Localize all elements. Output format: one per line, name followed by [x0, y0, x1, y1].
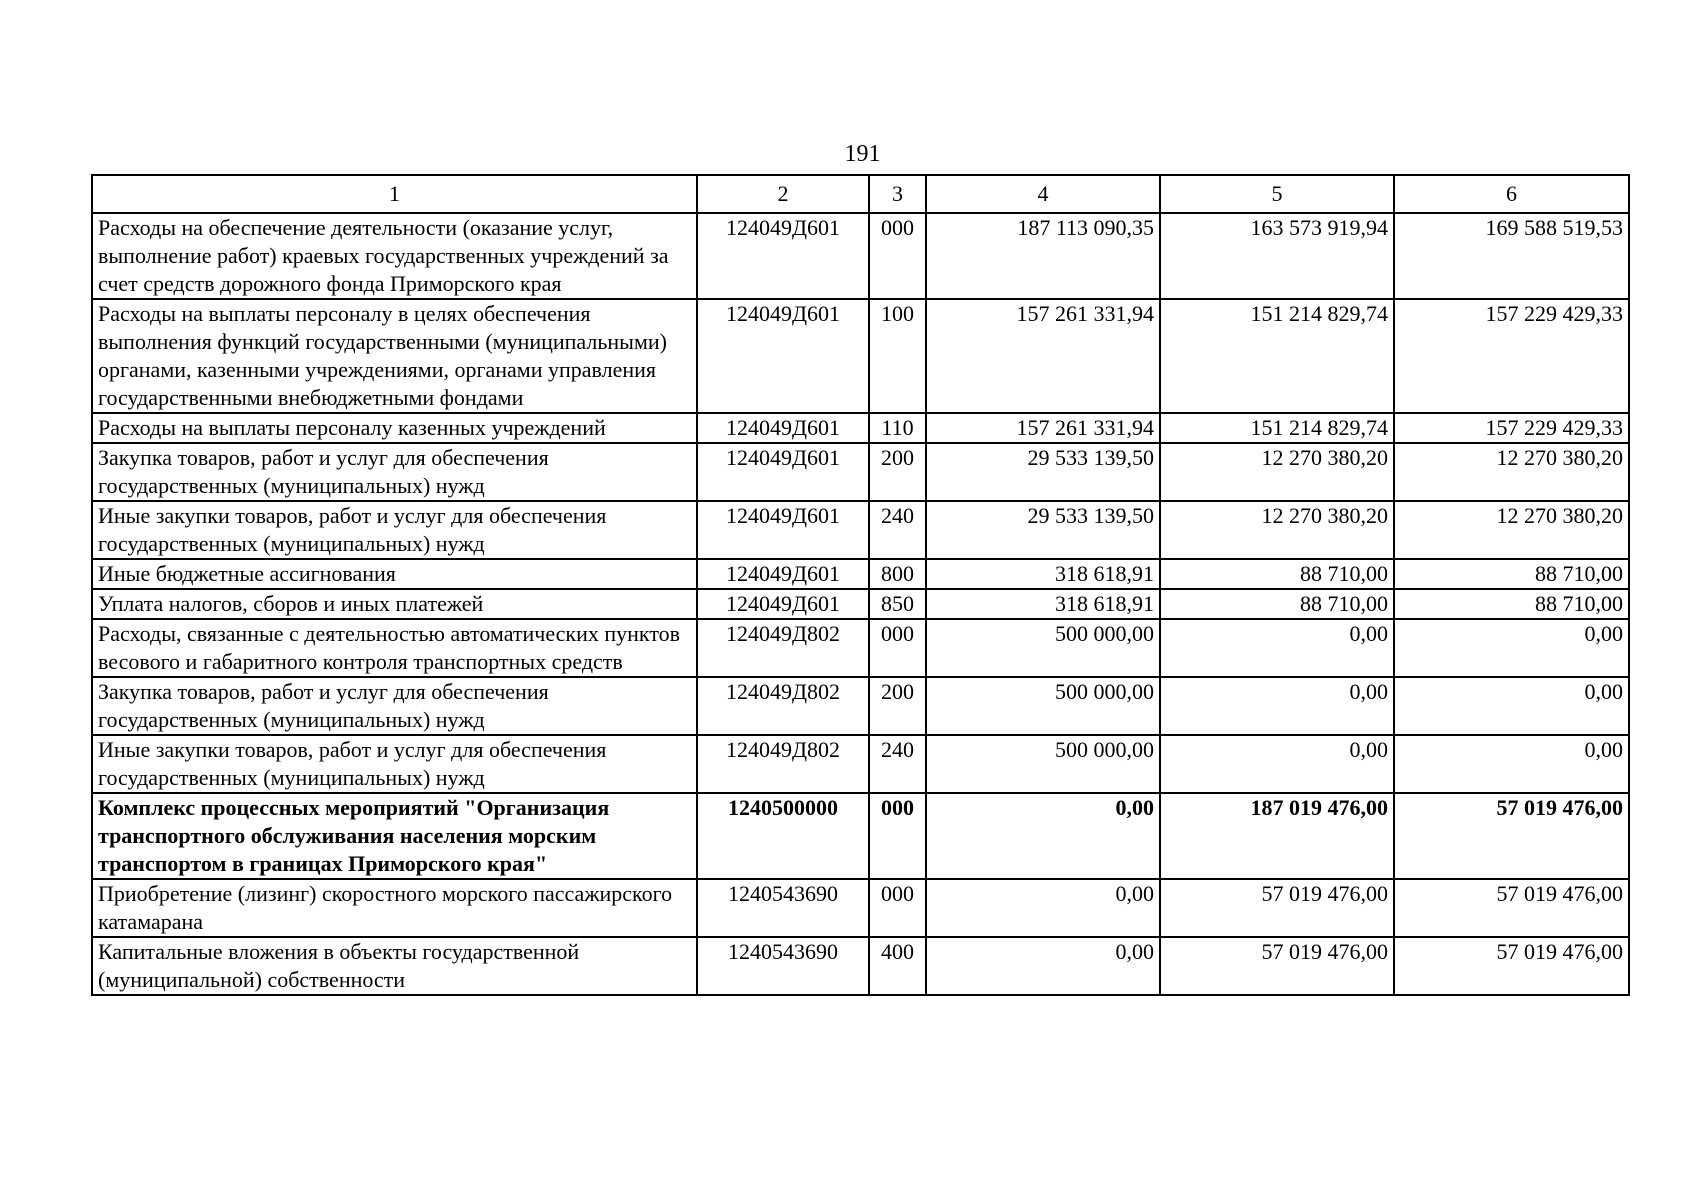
column-header: 4 — [926, 175, 1160, 213]
row-value-5: 88 710,00 — [1160, 559, 1394, 589]
row-value-5: 0,00 — [1160, 677, 1394, 735]
row-value-4: 500 000,00 — [926, 735, 1160, 793]
row-value-6: 0,00 — [1394, 619, 1629, 677]
row-code: 124049Д802 — [697, 735, 869, 793]
row-value-4: 157 261 331,94 — [926, 413, 1160, 443]
table-row — [92, 735, 1629, 793]
row-value-4: 157 261 331,94 — [926, 299, 1160, 413]
row-name: Закупка товаров, работ и услуг для обеспечения государственных (муниципальных) нужд — [92, 677, 697, 735]
row-type: 240 — [869, 501, 926, 559]
row-type: 200 — [869, 443, 926, 501]
row-name: Иные бюджетные ассигнования — [92, 559, 697, 589]
table-row-section — [92, 793, 1629, 879]
row-value-6: 0,00 — [1394, 677, 1629, 735]
row-value-5: 187 019 476,00 — [1160, 793, 1394, 879]
column-header: 5 — [1160, 175, 1394, 213]
row-code: 124049Д601 — [697, 413, 869, 443]
row-code: 1240543690 — [697, 879, 869, 937]
row-name: Закупка товаров, работ и услуг для обеспечения государственных (муниципальных) нужд — [92, 443, 697, 501]
row-type: 400 — [869, 937, 926, 995]
row-value-4: 318 618,91 — [926, 559, 1160, 589]
table-row — [92, 299, 1629, 413]
row-type: 200 — [869, 677, 926, 735]
row-value-6: 57 019 476,00 — [1394, 937, 1629, 995]
row-type: 000 — [869, 793, 926, 879]
row-value-4: 187 113 090,35 — [926, 213, 1160, 299]
row-value-6: 157 229 429,33 — [1394, 299, 1629, 413]
row-code: 124049Д601 — [697, 559, 869, 589]
row-value-6: 12 270 380,20 — [1394, 501, 1629, 559]
row-type: 850 — [869, 589, 926, 619]
row-value-4: 0,00 — [926, 879, 1160, 937]
row-code: 1240543690 — [697, 937, 869, 995]
row-value-5: 88 710,00 — [1160, 589, 1394, 619]
row-value-4: 318 618,91 — [926, 589, 1160, 619]
column-header: 2 — [697, 175, 869, 213]
row-code: 1240500000 — [697, 793, 869, 879]
table-body — [92, 213, 1629, 995]
row-value-5: 57 019 476,00 — [1160, 879, 1394, 937]
row-value-5: 163 573 919,94 — [1160, 213, 1394, 299]
table-row — [92, 213, 1629, 299]
page-number: 191 — [844, 141, 881, 167]
table-row — [92, 589, 1629, 619]
row-type: 100 — [869, 299, 926, 413]
row-value-5: 151 214 829,74 — [1160, 299, 1394, 413]
row-name: Иные закупки товаров, работ и услуг для обеспечения государственных (муниципальных) нужд — [92, 735, 697, 793]
row-name: Иные закупки товаров, работ и услуг для обеспечения государственных (муниципальных) нужд — [92, 501, 697, 559]
row-name: Приобретение (лизинг) скоростного морского пассажирского катамарана — [92, 879, 697, 937]
row-name: Комплекс процессных мероприятий "Организация транспортного обслуживания населения морским транспортом в границах Приморского края" — [92, 793, 697, 879]
row-code: 124049Д802 — [697, 677, 869, 735]
row-value-4: 0,00 — [926, 793, 1160, 879]
row-value-6: 57 019 476,00 — [1394, 793, 1629, 879]
row-value-4: 500 000,00 — [926, 619, 1160, 677]
row-name: Расходы, связанные с деятельностью автоматических пунктов весового и габаритного контроля транспортных средств — [92, 619, 697, 677]
row-code: 124049Д802 — [697, 619, 869, 677]
row-name: Уплата налогов, сборов и иных платежей — [92, 589, 697, 619]
row-value-6: 88 710,00 — [1394, 559, 1629, 589]
budget-table — [91, 174, 1630, 996]
row-value-4: 0,00 — [926, 937, 1160, 995]
row-type: 240 — [869, 735, 926, 793]
table-row — [92, 677, 1629, 735]
row-type: 000 — [869, 213, 926, 299]
row-code: 124049Д601 — [697, 299, 869, 413]
row-type: 000 — [869, 619, 926, 677]
row-value-6: 88 710,00 — [1394, 589, 1629, 619]
table-row — [92, 879, 1629, 937]
header-row — [92, 175, 1629, 213]
row-value-5: 12 270 380,20 — [1160, 501, 1394, 559]
table-row — [92, 619, 1629, 677]
row-name: Расходы на обеспечение деятельности (оказание услуг, выполнение работ) краевых государственных учреждений за счет средств дорожного фонда Приморского края — [92, 213, 697, 299]
row-name: Расходы на выплаты персоналу казенных учреждений — [92, 413, 697, 443]
column-header: 1 — [92, 175, 697, 213]
row-name: Расходы на выплаты персоналу в целях обеспечения выполнения функций государственными (муниципальными) органами, казенными учреждениями, органами управления государственными внебюджетными фондами — [92, 299, 697, 413]
row-value-4: 29 533 139,50 — [926, 443, 1160, 501]
table-row — [92, 443, 1629, 501]
table-row — [92, 501, 1629, 559]
row-value-6: 0,00 — [1394, 735, 1629, 793]
row-value-6: 157 229 429,33 — [1394, 413, 1629, 443]
row-value-5: 151 214 829,74 — [1160, 413, 1394, 443]
row-value-6: 57 019 476,00 — [1394, 879, 1629, 937]
row-value-4: 500 000,00 — [926, 677, 1160, 735]
row-value-5: 0,00 — [1160, 619, 1394, 677]
row-value-6: 169 588 519,53 — [1394, 213, 1629, 299]
row-value-5: 12 270 380,20 — [1160, 443, 1394, 501]
row-value-4: 29 533 139,50 — [926, 501, 1160, 559]
row-code: 124049Д601 — [697, 213, 869, 299]
table-row — [92, 413, 1629, 443]
row-type: 000 — [869, 879, 926, 937]
row-code: 124049Д601 — [697, 501, 869, 559]
column-header: 3 — [869, 175, 926, 213]
row-value-6: 12 270 380,20 — [1394, 443, 1629, 501]
row-code: 124049Д601 — [697, 589, 869, 619]
row-code: 124049Д601 — [697, 443, 869, 501]
row-type: 110 — [869, 413, 926, 443]
table-row — [92, 937, 1629, 995]
table-row — [92, 559, 1629, 589]
row-value-5: 57 019 476,00 — [1160, 937, 1394, 995]
column-header: 6 — [1394, 175, 1629, 213]
row-value-5: 0,00 — [1160, 735, 1394, 793]
row-name: Капитальные вложения в объекты государственной (муниципальной) собственности — [92, 937, 697, 995]
row-type: 800 — [869, 559, 926, 589]
